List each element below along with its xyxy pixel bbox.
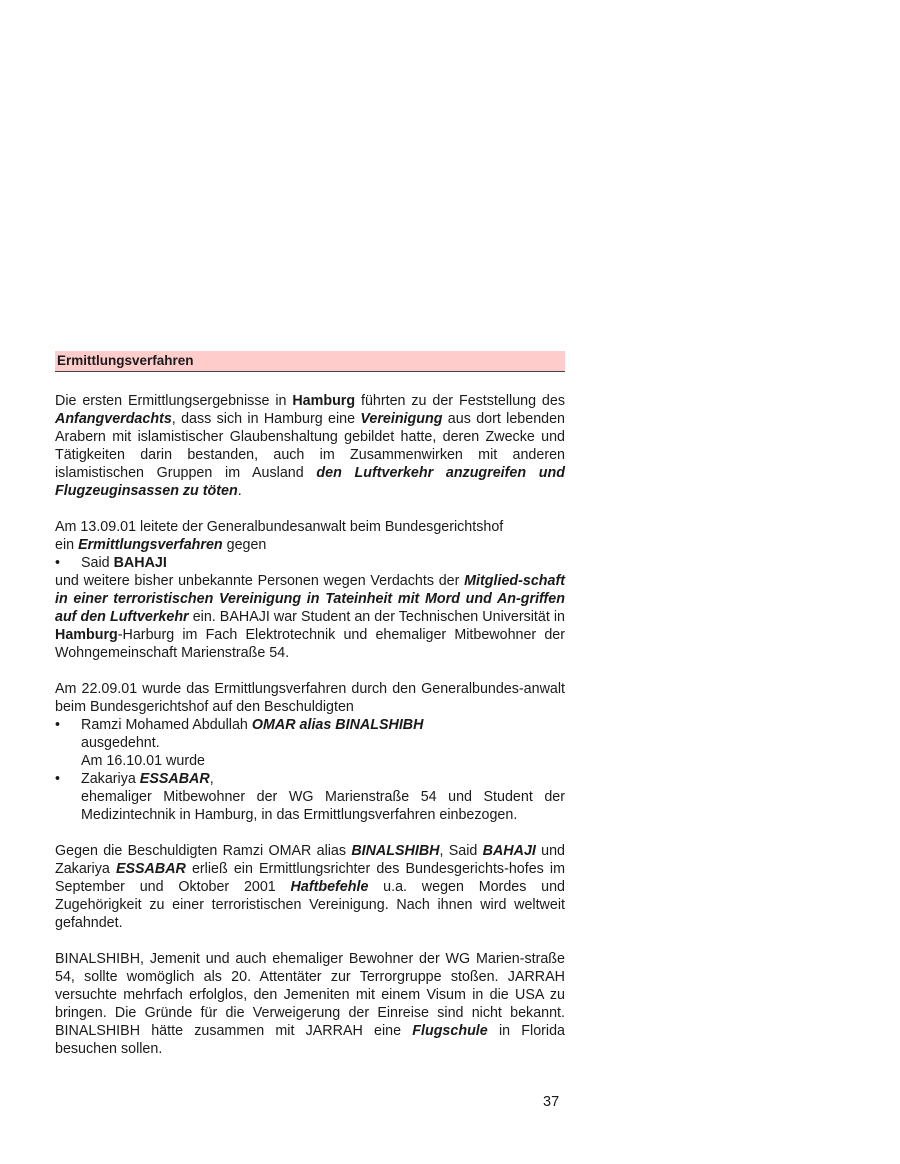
p1-text-3: , dass sich in Hamburg eine xyxy=(171,411,361,427)
p3-continuation-1: ausgedehnt. xyxy=(81,735,160,751)
p3-intro: Am 22.09.01 wurde das Ermittlungsverfahren durch den Generalbundes-anwalt beim Bundesgerichtshof auf den Beschuldigten xyxy=(55,681,565,715)
paragraph-4 xyxy=(55,842,565,932)
list-item-name-essabar: ESSABAR xyxy=(139,771,210,787)
p2-text-3: -Harburg im Fach Elektrotechnik und ehemaliger Mitbewohner der Wohngemeinschaft Marienstraße 54. xyxy=(55,627,565,661)
document-body xyxy=(55,351,565,1076)
p2-bolditalic-ermittlungsverfahren: Ermittlungsverfahren xyxy=(78,537,223,553)
p1-bold-hamburg: Hamburg xyxy=(292,393,356,409)
p4-text-4: erließ ein Ermittlungsrichter des Bundesgerichts-hofes im September und Oktober 2001 xyxy=(55,861,565,895)
p1-text-1: Die ersten Ermittlungsergebnisse in xyxy=(55,393,293,409)
paragraph-1 xyxy=(55,392,565,500)
section-heading: Ermittlungsverfahren xyxy=(55,351,565,372)
p2-line-1: Am 13.09.01 leitete der Generalbundesanwalt beim Bundesgerichtshof xyxy=(55,519,504,535)
list-item-name-bahaji: BAHAJI xyxy=(113,555,167,571)
p3-continuation-2: Am 16.10.01 wurde xyxy=(81,753,205,769)
p4-text-3: und Zakariya xyxy=(55,843,566,877)
p1-bolditalic-anfangverdacht: Anfangverdachts xyxy=(55,411,172,427)
bullet-icon: • xyxy=(55,717,61,733)
paragraph-2 xyxy=(55,518,565,662)
p4-text-1: Gegen die Beschuldigten Ramzi OMAR alias xyxy=(55,843,352,859)
p1-text-4: aus dort lebenden Arabern mit islamistischer Glaubenshaltung gebildet hatte, deren Zwecke und Tätigkeiten darin bestanden, auch im Zusammenwirken mit anderen islamistischen Gruppen im Ausland xyxy=(55,411,565,481)
p5-text-2: in Florida besuchen sollen. xyxy=(55,1023,565,1057)
list-item-bahaji xyxy=(55,554,565,572)
p3-continuation-3: ehemaliger Mitbewohner der WG Marienstraße 54 und Student der Medizintechnik in Hamburg, in das Ermittlungsverfahren einbezogen. xyxy=(81,789,565,823)
page-number: 37 xyxy=(543,1094,560,1110)
list-item-text xyxy=(81,554,565,572)
p5-bolditalic-flugschule: Flugschule xyxy=(412,1023,488,1039)
p2-line-2-text-a: ein xyxy=(55,537,79,553)
p2-body xyxy=(55,572,565,662)
paragraph-3 xyxy=(55,680,565,824)
p4-bolditalic-haftbefehle: Haftbefehle xyxy=(290,879,369,895)
p1-bolditalic-vereinigung: Vereinigung xyxy=(360,411,443,427)
p1-bolditalic-luftverkehr: den Luftverkehr anzugreifen und Flugzeuginsassen zu töten xyxy=(55,465,565,499)
list-item-alias: alias xyxy=(295,717,336,733)
p2-line-2-text-b: gegen xyxy=(222,537,267,553)
list-item-name-omar: OMAR xyxy=(251,717,296,733)
list-item-essabar xyxy=(55,770,565,788)
p2-line-2 xyxy=(55,536,565,554)
p1-text-5: . xyxy=(237,483,242,499)
bullet-icon: • xyxy=(55,555,61,571)
p4-bolditalic-bahaji: BAHAJI xyxy=(482,843,536,859)
p4-text-2: , Said xyxy=(439,843,483,859)
paragraph-5 xyxy=(55,950,565,1058)
list-item-prefix: Said xyxy=(81,555,114,571)
bullet-icon: • xyxy=(55,771,61,787)
p1-text-2: führten zu der Feststellung des xyxy=(355,393,565,409)
list-item-prefix: Ramzi Mohamed Abdullah xyxy=(81,717,252,733)
p2-bold-hamburg: Hamburg xyxy=(55,627,118,643)
list-item-prefix: Zakariya xyxy=(81,771,140,787)
p2-bolditalic-mitgliedschaft: Mitglied-schaft in einer terroristischen Vereinigung in Tateinheit mit Mord und An-griffen auf den Luftverkehr xyxy=(55,573,565,625)
list-item-name-binalshibh: BINALSHIBH xyxy=(335,717,424,733)
p2-text-2: ein. BAHAJI war Student an der Technischen Universität in xyxy=(188,609,566,625)
p4-bolditalic-essabar: ESSABAR xyxy=(115,861,186,877)
p5-text-1: BINALSHIBH, Jemenit und auch ehemaliger Bewohner der WG Marien-straße 54, sollte womöglich als 20. Attentäter zur Terrorgruppe stoßen. JARRAH versuchte mehrfach erfolglos, den Jemeniten mit einem Visum in die USA zu bringen. Die Gründe für die Verweigerung der Einreise sind nicht bekannt. BINALSHIBH hätte zusammen mit JARRAH eine xyxy=(55,951,565,1039)
p4-text-5: u.a. wegen Mordes und Zugehörigkeit zu einer terroristischen Vereinigung. Nach ihnen wird weltweit gefahndet. xyxy=(55,879,565,931)
list-item-text xyxy=(81,716,565,734)
list-item-text xyxy=(81,770,565,788)
list-item-omar xyxy=(55,716,565,734)
list-item-suffix: , xyxy=(209,771,214,787)
p4-bolditalic-binalshibh: BINALSHIBH xyxy=(351,843,440,859)
p2-text-1: und weitere bisher unbekannte Personen wegen Verdachts der xyxy=(55,573,465,589)
